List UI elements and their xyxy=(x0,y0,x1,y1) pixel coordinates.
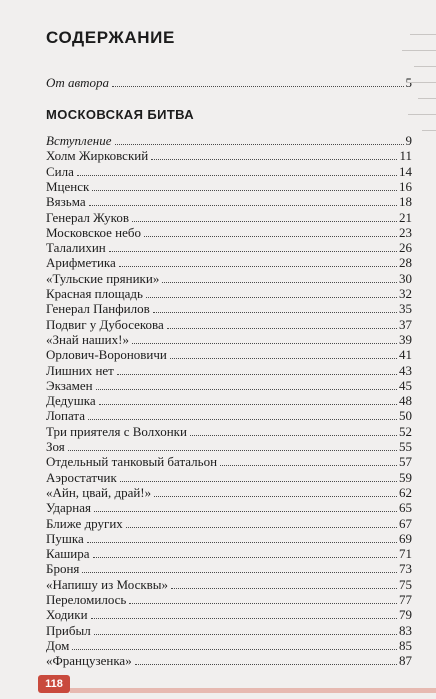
toc-entry-page: 52 xyxy=(399,423,412,439)
toc-entry-title: Холм Жирковский xyxy=(46,148,149,164)
dot-leader xyxy=(92,190,397,191)
toc-entry xyxy=(46,517,412,531)
dot-leader xyxy=(126,527,397,528)
toc-entry-page: 67 xyxy=(399,515,412,531)
toc-entry xyxy=(46,654,412,668)
toc-entry-page: 85 xyxy=(399,637,412,653)
bleed-through-text xyxy=(396,20,436,180)
toc-entry xyxy=(46,532,412,546)
toc-entry xyxy=(46,165,412,179)
toc-entry-page: 87 xyxy=(399,653,412,669)
toc-entry xyxy=(46,379,412,393)
toc-entry-page: 69 xyxy=(399,530,412,546)
dot-leader xyxy=(132,221,397,222)
toc-entry xyxy=(46,348,412,362)
toc-entry-title: Пушка xyxy=(46,530,84,546)
toc-entry-title: «Знай наших!» xyxy=(46,331,129,347)
dot-leader xyxy=(117,374,397,375)
toc-entry-page: 57 xyxy=(399,454,412,470)
toc-entry-page: 75 xyxy=(399,576,412,592)
toc-entry-page: 55 xyxy=(399,439,412,454)
toc-entry xyxy=(46,593,412,607)
toc-entry-title: Мценск xyxy=(46,178,90,194)
toc-entry-page: 62 xyxy=(399,484,412,500)
toc-entry-page: 11 xyxy=(399,148,412,164)
toc-entry-page: 39 xyxy=(399,331,412,347)
toc-entry-title: «Тульские пряники» xyxy=(46,270,160,286)
toc-entry xyxy=(46,501,412,515)
toc-entry xyxy=(46,486,412,500)
dot-leader xyxy=(132,343,397,344)
toc-entry xyxy=(46,409,412,423)
toc-entry-title: Кашира xyxy=(46,546,90,562)
toc-entry xyxy=(46,211,412,225)
toc-entry-title: Генерал Жуков xyxy=(46,209,129,225)
toc-entry-title: Вступление xyxy=(46,133,112,148)
dot-leader xyxy=(99,404,397,405)
toc-entry-page: 77 xyxy=(399,592,412,607)
toc-entry-title: Дом xyxy=(46,637,70,653)
dot-leader xyxy=(89,205,397,206)
toc-entry-title: «Айн, цвай, драй!» xyxy=(46,484,152,500)
toc-entry xyxy=(46,471,412,485)
contents-heading: СОДЕРЖАНИЕ xyxy=(46,28,175,47)
dot-leader xyxy=(68,450,397,451)
dot-leader xyxy=(129,603,397,604)
dot-leader xyxy=(119,266,397,267)
dot-leader xyxy=(96,389,397,390)
dot-leader xyxy=(115,144,404,145)
toc-entry-page: 23 xyxy=(399,224,412,240)
toc-entry-page: 21 xyxy=(399,209,412,225)
toc-entry-page: 30 xyxy=(399,270,412,286)
toc-entry xyxy=(46,272,412,286)
dot-leader xyxy=(94,511,397,512)
toc-entry xyxy=(46,134,412,148)
toc-entry xyxy=(46,318,412,332)
dot-leader xyxy=(91,618,397,619)
dot-leader xyxy=(135,664,397,665)
dot-leader xyxy=(154,496,397,497)
toc-entry xyxy=(46,440,412,454)
dot-leader xyxy=(109,251,397,252)
toc-entry-title: Переломилось xyxy=(46,592,127,607)
toc-entry xyxy=(46,333,412,347)
toc-entry-title: Сила xyxy=(46,163,74,179)
bottom-rule xyxy=(70,688,436,693)
dot-leader xyxy=(77,175,397,176)
toc-entry-page: 18 xyxy=(399,194,412,210)
toc-entry-page: 59 xyxy=(399,469,412,485)
toc-entry-title: Подвиг у Дубосекова xyxy=(46,316,164,332)
page-number-badge: 118 xyxy=(38,675,70,693)
toc-entry-title: «Французенка» xyxy=(46,653,132,669)
dot-leader xyxy=(82,572,397,573)
toc-entry-title: Красная площадь xyxy=(46,286,143,301)
toc-entry-page: 43 xyxy=(399,362,412,378)
toc-entry-page: 32 xyxy=(399,286,412,301)
toc-entry-title: Орлович-Вороновичи xyxy=(46,347,167,363)
toc-entry xyxy=(46,578,412,592)
toc-entry xyxy=(46,394,412,408)
toc-entry xyxy=(46,364,412,378)
toc-entry-page: 83 xyxy=(399,622,412,638)
toc-entry-title: Лишних нет xyxy=(46,362,114,378)
dot-leader xyxy=(153,312,397,313)
toc-entry xyxy=(46,302,412,316)
toc-entry xyxy=(46,624,412,638)
toc-entry-page: 45 xyxy=(399,377,412,393)
dot-leader xyxy=(162,282,397,283)
dot-leader xyxy=(88,419,397,420)
toc-entry xyxy=(46,226,412,240)
toc-entry-page: 48 xyxy=(399,393,412,409)
toc-entry-title: Отдельный танковый батальон xyxy=(46,454,218,470)
toc-entry xyxy=(46,547,412,561)
toc-entry-title: Московское небо xyxy=(46,224,141,240)
dot-leader xyxy=(220,465,397,466)
dot-leader xyxy=(167,328,397,329)
toc-entry-title: Талалихин xyxy=(46,240,106,256)
toc-entry-title: Генерал Панфилов xyxy=(46,301,150,317)
toc-entry xyxy=(46,562,412,576)
dot-leader xyxy=(87,542,397,543)
toc-entry-title: Арифметика xyxy=(46,255,116,271)
dot-leader xyxy=(171,588,397,589)
toc-entry-page: 16 xyxy=(399,178,412,194)
toc-entry xyxy=(46,639,412,653)
section-heading: МОСКОВСКАЯ БИТВА xyxy=(46,107,195,122)
toc-entry-page: 28 xyxy=(399,255,412,271)
dot-leader xyxy=(151,159,397,160)
toc-entry-page: 26 xyxy=(399,240,412,256)
toc-entry-title: Дедушка xyxy=(46,393,96,409)
toc-entry-page: 73 xyxy=(399,561,412,577)
toc-entry xyxy=(46,149,412,163)
toc-entry-title: Ударная xyxy=(46,500,91,516)
toc-entry-page: 35 xyxy=(399,301,412,317)
toc-entry-title: Броня xyxy=(46,561,80,577)
toc-entry-title: Ходики xyxy=(46,607,88,623)
toc-entry xyxy=(46,608,412,622)
toc-entry-page: 9 xyxy=(405,133,412,148)
toc-entry-page: 50 xyxy=(399,408,412,424)
toc-entry-page: 41 xyxy=(399,347,412,363)
toc-entry xyxy=(46,195,412,209)
toc-entry xyxy=(46,241,412,255)
dot-leader xyxy=(144,236,397,237)
toc-entry-title: Три приятеля с Волхонки xyxy=(46,423,187,439)
toc-entry-title: От автора xyxy=(46,75,110,90)
toc-entry-title: Ближе других xyxy=(46,515,123,531)
dot-leader xyxy=(112,86,403,87)
dot-leader xyxy=(120,481,397,482)
toc-entry-title: Прибыл xyxy=(46,622,91,638)
dot-leader xyxy=(72,649,397,650)
toc-entry-page: 37 xyxy=(399,316,412,332)
toc-entry-title: Зоя xyxy=(46,439,65,454)
toc-entry-title: Вязьма xyxy=(46,194,86,210)
toc-entry-page: 71 xyxy=(399,546,412,562)
toc-entry xyxy=(46,287,412,301)
toc-entry xyxy=(46,256,412,270)
dot-leader xyxy=(146,297,397,298)
toc-entry-title: Аэростатчик xyxy=(46,469,117,485)
toc-entry-title: Лопата xyxy=(46,408,85,424)
dot-leader xyxy=(190,435,397,436)
toc-entry-preface xyxy=(46,76,412,90)
toc-entry xyxy=(46,455,412,469)
toc-entry-page: 79 xyxy=(399,607,412,623)
toc-entry-page: 14 xyxy=(399,163,412,179)
dot-leader xyxy=(170,358,397,359)
dot-leader xyxy=(94,634,397,635)
toc-entry-page: 65 xyxy=(399,500,412,516)
dot-leader xyxy=(93,557,397,558)
toc-entry xyxy=(46,425,412,439)
toc-entry-title: Экзамен xyxy=(46,377,93,393)
toc-entry xyxy=(46,180,412,194)
toc-entry-title: «Напишу из Москвы» xyxy=(46,576,169,592)
